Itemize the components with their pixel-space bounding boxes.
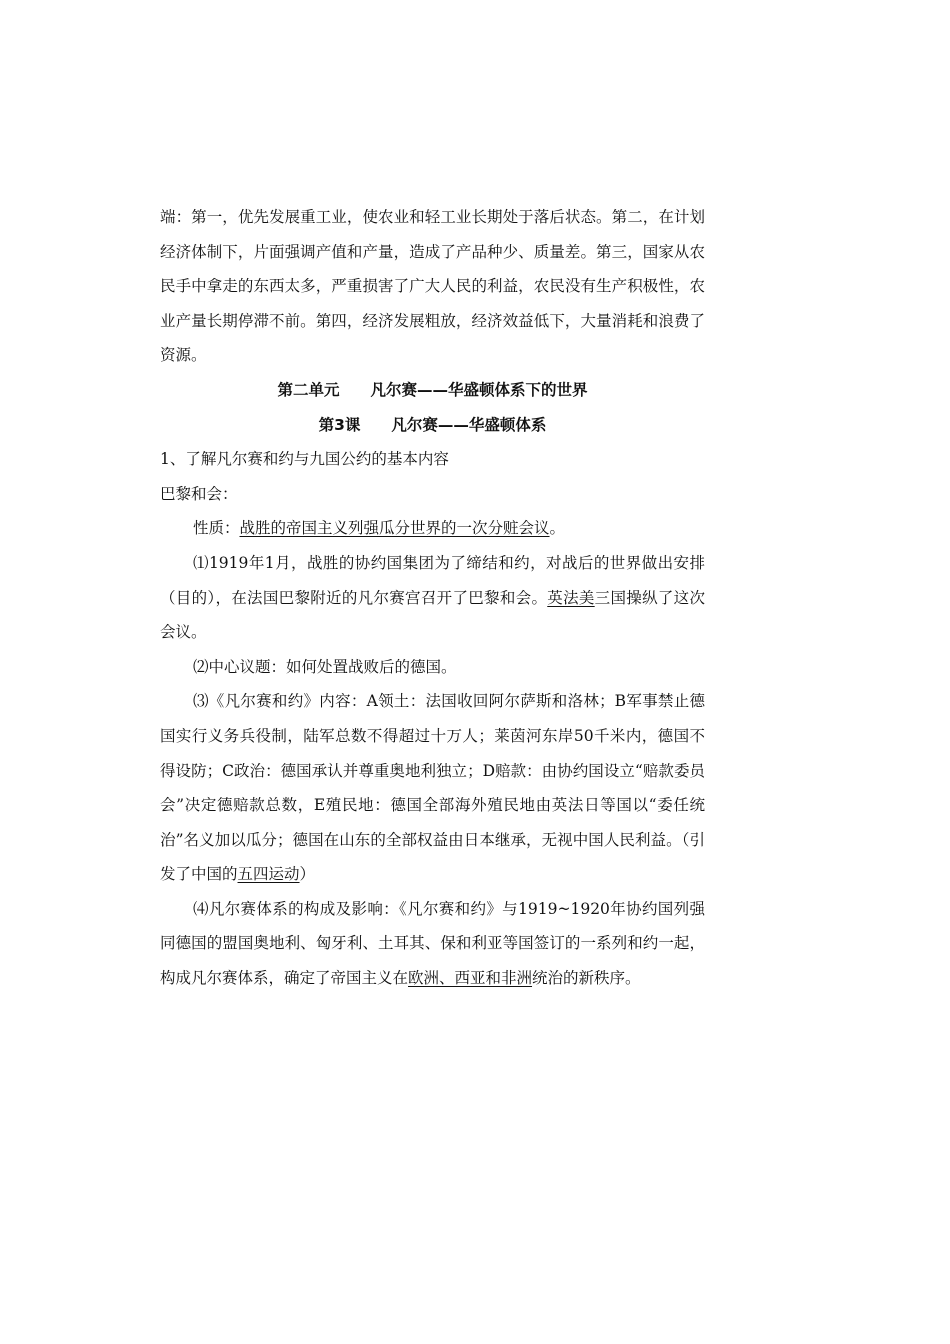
document-page [160, 200, 705, 996]
item-4-text: ⑷凡尔赛体系的构成及影响：《凡尔赛和约》与1919~1920年协约国列强同德国的盟国奥地利、匈牙利、土耳其、保和利亚等国签订的一系列和约一起，构成凡尔赛体系，确定了帝国主义在 [160, 899, 705, 988]
item-4-underlined: 欧洲、西亚和非洲 [408, 969, 533, 988]
nature-line [160, 511, 705, 546]
intro-paragraph: 端：第一，优先发展重工业，使农业和轻工业长期处于落后状态。第二，在计划经济体制下，片面强调产值和产量，造成了产品种少、质量差。第三，国家从农民手中拿走的东西太多，严重损害了广大人民的利益，农民没有生产积极性，农业产量长期停滞不前。第四，经济发展粗放，经济效益低下，大量消耗和浪费了资源。 [160, 208, 705, 365]
item-1-text: ⑴1919年1月，战胜的协约国集团为了缔结和约，对战后的世界做出安排（目的），在法国巴黎附近的凡尔赛宫召开了巴黎和会。 [160, 553, 705, 607]
nature-suffix: 。 [549, 519, 566, 538]
point-1: 1、了解凡尔赛和约与九国公约的基本内容 [160, 450, 449, 469]
item-4-tail: 统治的新秩序。 [532, 969, 641, 988]
nature-text: 战胜的帝国主义列强瓜分世界的一次分赃会议 [239, 519, 550, 538]
item-2: ⑵中心议题：如何处置战败后的德国。 [193, 657, 457, 676]
item-3-text: ⑶《凡尔赛和约》内容：A领土：法国收回阿尔萨斯和洛林；B军事禁止德国实行义务兵役制，陆军总数不得超过十万人；莱茵河东岸50千米内，德国不得设防；C政治：德国承认并尊重奥地利独立；D赔款：由协约国设立“赔款委员会”决定德赔款总数，E殖民地：德国全部海外殖民地由英法日等国以“委任统治”名义加以瓜分；德国在山东的全部权益由日本继承，无视中国人民利益。（引发了中国的 [160, 692, 705, 884]
item-3-tail: ） [299, 865, 316, 884]
item-1 [160, 546, 705, 650]
paris-conference-label: 巴黎和会： [160, 484, 238, 503]
item-3-underlined: 五四运动 [237, 865, 300, 884]
item-1-tail: 三国操纵了这次会议。 [160, 588, 705, 642]
item-3 [160, 684, 705, 892]
nature-prefix: 性质： [193, 519, 240, 538]
unit-heading: 第二单元 凡尔赛——华盛顿体系下的世界 [277, 380, 588, 399]
lesson-heading: 第3课 凡尔赛——华盛顿体系 [318, 415, 547, 434]
item-4 [160, 892, 705, 996]
item-1-underlined: 英法美 [547, 588, 595, 607]
